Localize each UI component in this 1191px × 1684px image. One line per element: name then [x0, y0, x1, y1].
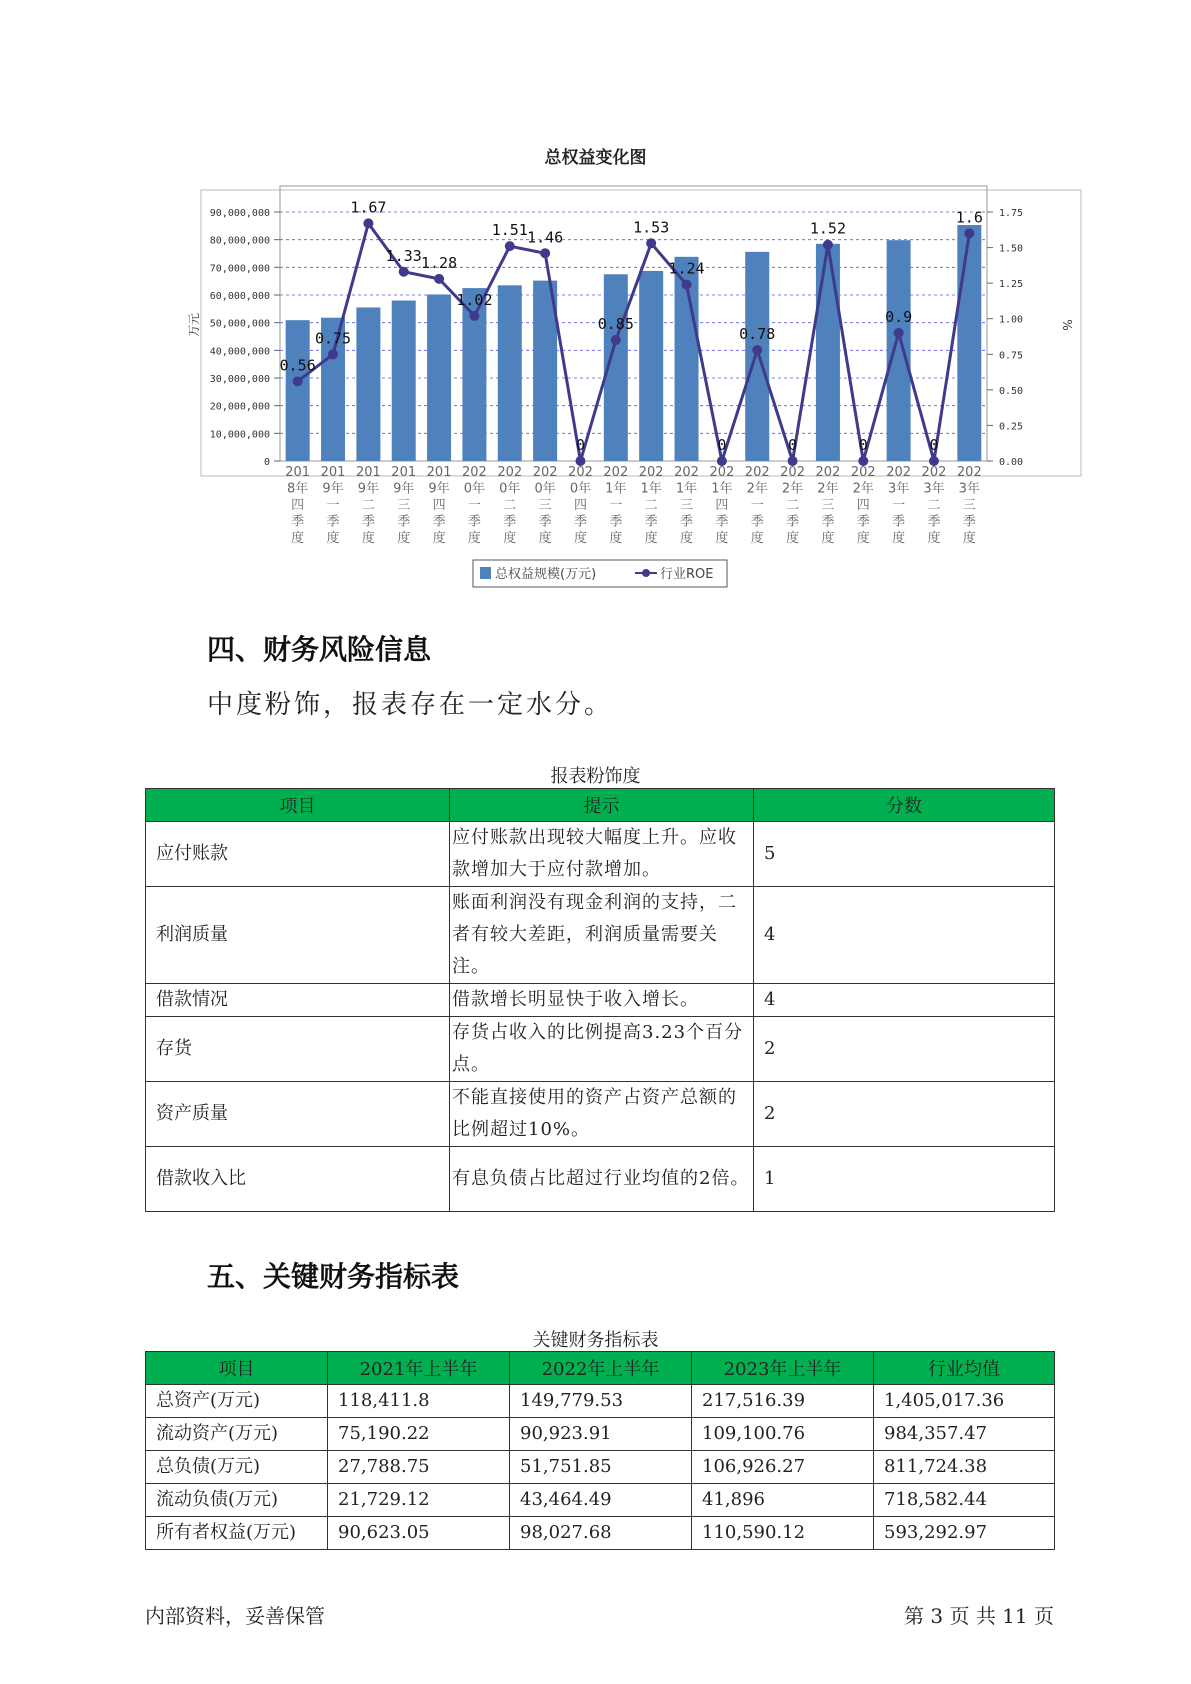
section-5-heading: 五、关键财务指标表 [207, 1260, 460, 1293]
risk-item-cell: 应付账款 [146, 822, 450, 887]
roe-point [469, 311, 479, 321]
y-right-tick-label: 0.25 [999, 421, 1024, 433]
roe-data-label: 1.52 [809, 219, 846, 238]
x-category-label: 202 3年一季度 [886, 465, 912, 546]
kpi-item-cell: 所有者权益(万元) [146, 1517, 328, 1550]
x-category-label: 201 9年三季度 [391, 465, 417, 546]
x-category-label: 201 9年二季度 [355, 465, 381, 546]
column-header: 2023年上半年 [692, 1352, 874, 1385]
x-category-label: 202 0年三季度 [532, 465, 558, 546]
y-left-tick-label: 80,000,000 [209, 235, 270, 247]
risk-hint-cell: 存货占收入的比例提高3.23个百分点。 [450, 1017, 754, 1082]
legend-line-marker [642, 569, 650, 577]
y-right-tick-label: 1.25 [999, 279, 1024, 291]
column-header: 分数 [754, 789, 1055, 822]
x-category-label: 202 0年二季度 [497, 465, 523, 546]
bar [957, 225, 981, 461]
x-category-label: 202 1年二季度 [638, 465, 664, 546]
roe-data-label: 1.02 [456, 290, 493, 309]
y-left-tick-label: 30,000,000 [209, 374, 270, 385]
x-category-label: 202 0年一季度 [462, 465, 487, 546]
kpi-value-cell: 21,729.12 [328, 1484, 510, 1517]
x-category-label: 202 3年三季度 [956, 465, 982, 546]
y-left-tick-label: 40,000,000 [209, 346, 270, 358]
roe-data-label: 0 [788, 436, 798, 454]
roe-point [682, 280, 692, 290]
section-4-heading: 四、财务风险信息 [207, 633, 432, 666]
x-category-label: 202 1年一季度 [603, 465, 629, 546]
column-header: 项目 [146, 1352, 328, 1385]
risk-table-header [146, 789, 1055, 822]
risk-table-caption: 报表粉饰度 [550, 766, 641, 787]
y-right-tick-label: 0.75 [999, 350, 1024, 362]
bar [887, 240, 911, 461]
risk-hint-cell: 不能直接使用的资产占资产总额的比例超过10%。 [450, 1082, 754, 1147]
x-category-label: 202 2年一季度 [744, 465, 770, 546]
kpi-value-cell: 43,464.49 [510, 1484, 692, 1517]
column-header: 提示 [450, 789, 754, 822]
kpi-value-cell: 27,788.75 [328, 1451, 510, 1484]
kpi-value-cell: 118,411.8 [328, 1385, 510, 1418]
x-category-label: 202 2年四季度 [850, 465, 876, 546]
kpi-item-cell: 流动资产(万元) [146, 1418, 328, 1451]
risk-item-cell: 存货 [146, 1017, 450, 1082]
legend-bar-swatch [480, 567, 491, 579]
y-right-tick-label: 1.00 [999, 314, 1024, 326]
risk-summary: 中度粉饰，报表存在一定水分。 [207, 690, 614, 720]
table-row [146, 1147, 1055, 1212]
table-row [146, 1385, 1055, 1418]
legend-bar-label: 总权益规模(万元) [495, 567, 597, 582]
x-category-label: 202 1年四季度 [709, 465, 735, 546]
bar [745, 252, 769, 461]
column-header: 2021年上半年 [328, 1352, 510, 1385]
kpi-table-header [146, 1352, 1055, 1385]
kpi-item-cell: 流动负债(万元) [146, 1484, 328, 1517]
risk-score-cell: 1 [754, 1147, 1055, 1212]
risk-item-cell: 借款情况 [146, 984, 450, 1017]
y-right-tick-label: 1.50 [999, 243, 1024, 255]
roe-point [752, 345, 762, 355]
risk-hint-cell: 账面利润没有现金利润的支持，二者有较大差距，利润质量需要关注。 [450, 887, 754, 984]
roe-data-label: 0 [929, 436, 939, 454]
roe-data-label: 0.9 [885, 307, 913, 326]
table-row [146, 1517, 1055, 1550]
roe-data-label: 0 [717, 436, 727, 454]
roe-point [434, 274, 444, 284]
kpi-table-caption: 关键财务指标表 [532, 1330, 659, 1351]
roe-data-label: 1.51 [491, 221, 528, 240]
roe-data-label: 1.33 [385, 246, 422, 265]
roe-point [328, 349, 338, 359]
roe-data-label: 1.28 [421, 253, 458, 272]
kpi-value-cell: 984,357.47 [874, 1418, 1055, 1451]
column-header: 项目 [146, 789, 450, 822]
roe-data-label: 1.67 [350, 198, 387, 217]
bar [392, 301, 416, 461]
roe-point [823, 240, 833, 250]
x-category-label: 201 9年四季度 [426, 465, 452, 546]
roe-point [505, 241, 515, 251]
risk-table [145, 788, 1055, 1212]
y-left-tick-label: 10,000,000 [209, 429, 270, 441]
kpi-value-cell: 593,292.97 [874, 1517, 1055, 1550]
risk-item-cell: 借款收入比 [146, 1147, 450, 1212]
y-left-tick-label: 70,000,000 [209, 263, 270, 275]
roe-point [964, 228, 974, 238]
roe-point [363, 218, 373, 228]
risk-hint-cell: 应付账款出现较大幅度上升。应收款增加大于应付款增加。 [450, 822, 754, 887]
bar [639, 271, 663, 461]
risk-item-cell: 资产质量 [146, 1082, 450, 1147]
x-category-label: 202 0年四季度 [568, 465, 593, 546]
roe-data-label: 0.75 [314, 329, 352, 348]
kpi-value-cell: 1,405,017.36 [874, 1385, 1055, 1418]
kpi-value-cell: 75,190.22 [328, 1418, 510, 1451]
kpi-value-cell: 51,751.85 [510, 1451, 692, 1484]
x-category-label: 201 9年一季度 [320, 465, 346, 546]
roe-data-label: 1.24 [668, 259, 705, 278]
kpi-value-cell: 90,623.05 [328, 1517, 510, 1550]
y-right-tick-label: 0.50 [999, 385, 1024, 397]
roe-data-label: 0 [575, 436, 585, 454]
x-category-label: 202 3年二季度 [921, 465, 947, 546]
bar [427, 294, 451, 461]
y-right-axis-label: % [1060, 319, 1074, 331]
kpi-value-cell: 217,516.39 [692, 1385, 874, 1418]
risk-hint-cell: 有息负债占比超过行业均值的2倍。 [450, 1147, 754, 1212]
roe-data-label: 0.85 [597, 315, 634, 334]
y-right-tick-label: 0.00 [999, 457, 1024, 468]
kpi-item-cell: 总资产(万元) [146, 1385, 328, 1418]
y-left-tick-label: 90,000,000 [209, 208, 270, 219]
column-header: 2022年上半年 [510, 1352, 692, 1385]
bar [816, 244, 840, 461]
x-category-label: 202 2年三季度 [815, 465, 841, 546]
kpi-table [145, 1351, 1055, 1550]
footer-note: 内部资料，妥善保管 [145, 1604, 325, 1628]
column-header: 行业均值 [874, 1352, 1055, 1385]
risk-item-cell: 利润质量 [146, 887, 450, 984]
y-left-tick-label: 60,000,000 [209, 291, 270, 302]
kpi-value-cell: 90,923.91 [510, 1418, 692, 1451]
roe-point [894, 328, 904, 338]
roe-data-label: 1.53 [633, 218, 670, 237]
table-row [146, 1017, 1055, 1082]
bar [356, 307, 380, 461]
roe-data-label: 0.78 [739, 325, 776, 344]
roe-point [399, 267, 409, 277]
y-left-axis-label: 万元 [187, 312, 201, 338]
x-category-label: 202 2年二季度 [780, 465, 805, 546]
page-number: 第 3 页 共 11 页 [904, 1604, 1054, 1628]
kpi-value-cell: 149,779.53 [510, 1385, 692, 1418]
kpi-value-cell: 811,724.38 [874, 1451, 1055, 1484]
y-left-tick-label: 50,000,000 [209, 318, 270, 330]
bar [286, 320, 310, 461]
risk-score-cell: 4 [754, 887, 1055, 984]
legend-line-label: 行业ROE [660, 567, 714, 582]
kpi-value-cell: 106,926.27 [692, 1451, 874, 1484]
roe-point [293, 376, 303, 386]
table-row [146, 1418, 1055, 1451]
kpi-value-cell: 109,100.76 [692, 1418, 874, 1451]
roe-data-label: 0 [858, 436, 868, 454]
roe-data-label: 0.56 [279, 356, 316, 375]
risk-score-cell: 5 [754, 822, 1055, 887]
chart-title: 总权益变化图 [544, 148, 647, 168]
roe-point [540, 248, 550, 258]
roe-point [646, 238, 656, 248]
risk-score-cell: 4 [754, 984, 1055, 1017]
table-row [146, 1484, 1055, 1517]
kpi-value-cell: 718,582.44 [874, 1484, 1055, 1517]
kpi-item-cell: 总负债(万元) [146, 1451, 328, 1484]
y-left-tick-label: 0 [263, 457, 270, 468]
risk-hint-cell: 借款增长明显快于收入增长。 [450, 984, 754, 1017]
table-row [146, 822, 1055, 887]
risk-score-cell: 2 [754, 1082, 1055, 1147]
y-left-tick-label: 20,000,000 [209, 401, 270, 413]
table-row [146, 1082, 1055, 1147]
y-right-tick-label: 1.75 [999, 208, 1024, 219]
table-row [146, 1451, 1055, 1484]
table-row [146, 984, 1055, 1017]
x-category-label: 202 1年三季度 [674, 465, 699, 546]
equity-chart [0, 0, 1191, 600]
roe-data-label: 1.46 [527, 228, 564, 247]
roe-data-label: 1.6 [955, 208, 983, 227]
kpi-value-cell: 98,027.68 [510, 1517, 692, 1550]
risk-score-cell: 2 [754, 1017, 1055, 1082]
table-row [146, 887, 1055, 984]
kpi-value-cell: 41,896 [692, 1484, 874, 1517]
x-category-label: 201 8年四季度 [285, 465, 311, 546]
bar [498, 285, 522, 461]
roe-point [611, 335, 621, 345]
kpi-value-cell: 110,590.12 [692, 1517, 874, 1550]
